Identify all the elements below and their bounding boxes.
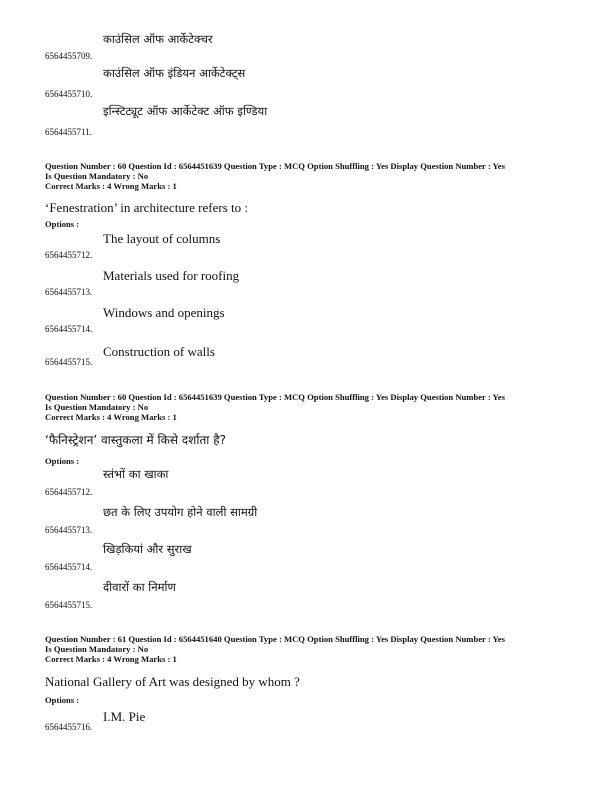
question-text: ‘Fenestration’ in architecture refers to :	[45, 200, 248, 215]
option-item	[45, 709, 146, 734]
option-item	[45, 467, 169, 499]
options-label: Options :	[45, 219, 80, 229]
question-meta: Question Number : 60 Question Id : 6564451639 Question Type : MCQ Option Shuffling : Yes Display Question Number : Yes	[45, 161, 505, 171]
option-text: Construction of walls	[103, 344, 215, 359]
question-header	[45, 161, 570, 191]
option-item	[45, 268, 240, 299]
question-header	[45, 634, 570, 664]
option-text: The layout of columns	[103, 231, 221, 246]
question-text: National Gallery of Art was designed by whom ?	[45, 674, 300, 689]
question-text: ‘फैनिस्ट्रेशन’ वास्तुकला में किसे दर्शाता है?	[45, 433, 226, 447]
option-text: छत के लिए उपयोग होने वाली सामग्री	[103, 505, 258, 519]
question-mandatory: Is Question Mandatory : No	[45, 402, 149, 412]
option-id: 6564455713.	[45, 525, 93, 535]
question-mandatory: Is Question Mandatory : No	[45, 644, 149, 654]
option-id: 6564455714.	[45, 562, 93, 572]
question-marks: Correct Marks : 4 Wrong Marks : 1	[45, 181, 177, 191]
option-id: 6564455709.	[45, 51, 93, 61]
option-text: I.M. Pie	[103, 709, 146, 724]
option-item	[45, 580, 176, 612]
question-meta: Question Number : 61 Question Id : 6564451640 Question Type : MCQ Option Shuffling : Yes Display Question Number : Yes	[45, 634, 505, 644]
question-marks: Correct Marks : 4 Wrong Marks : 1	[45, 654, 177, 664]
option-text: स्तंभों का खाका	[103, 467, 169, 481]
option-id: 6564455713.	[45, 287, 93, 297]
option-item	[45, 505, 258, 537]
option-text: Materials used for roofing	[103, 268, 240, 283]
option-id: 6564455712.	[45, 487, 93, 497]
option-id: 6564455716.	[45, 722, 93, 732]
option-text: काउंसिल ऑफ इंडियन आर्केटेक्ट्स	[103, 66, 246, 80]
question-header	[45, 392, 570, 422]
option-item	[45, 542, 192, 574]
option-text: दीवारों का निर्माण	[103, 580, 176, 594]
question-marks: Correct Marks : 4 Wrong Marks : 1	[45, 412, 177, 422]
option-item	[45, 305, 225, 336]
option-text: खिड़कियां और सुराख	[103, 542, 192, 556]
option-id: 6564455711.	[45, 127, 92, 137]
options-label: Options :	[45, 695, 80, 705]
option-item	[45, 32, 213, 63]
question-meta: Question Number : 60 Question Id : 6564451639 Question Type : MCQ Option Shuffling : Yes Display Question Number : Yes	[45, 392, 505, 402]
option-item	[45, 66, 246, 101]
option-text: काउंसिल ऑफ आर्केटेक्चर	[103, 32, 213, 46]
option-text: इन्स्टिट्यूट ऑफ आर्केटेक्ट ऑफ इण्डिया	[103, 104, 268, 118]
option-id: 6564455714.	[45, 324, 93, 334]
options-label: Options :	[45, 456, 80, 466]
option-id: 6564455715.	[45, 600, 93, 610]
option-item	[45, 231, 221, 262]
option-id: 6564455715.	[45, 357, 93, 367]
option-item	[45, 344, 215, 369]
option-item	[45, 104, 268, 139]
question-mandatory: Is Question Mandatory : No	[45, 171, 149, 181]
option-text: Windows and openings	[103, 305, 225, 320]
option-id: 6564455710.	[45, 89, 93, 99]
option-id: 6564455712.	[45, 250, 93, 260]
